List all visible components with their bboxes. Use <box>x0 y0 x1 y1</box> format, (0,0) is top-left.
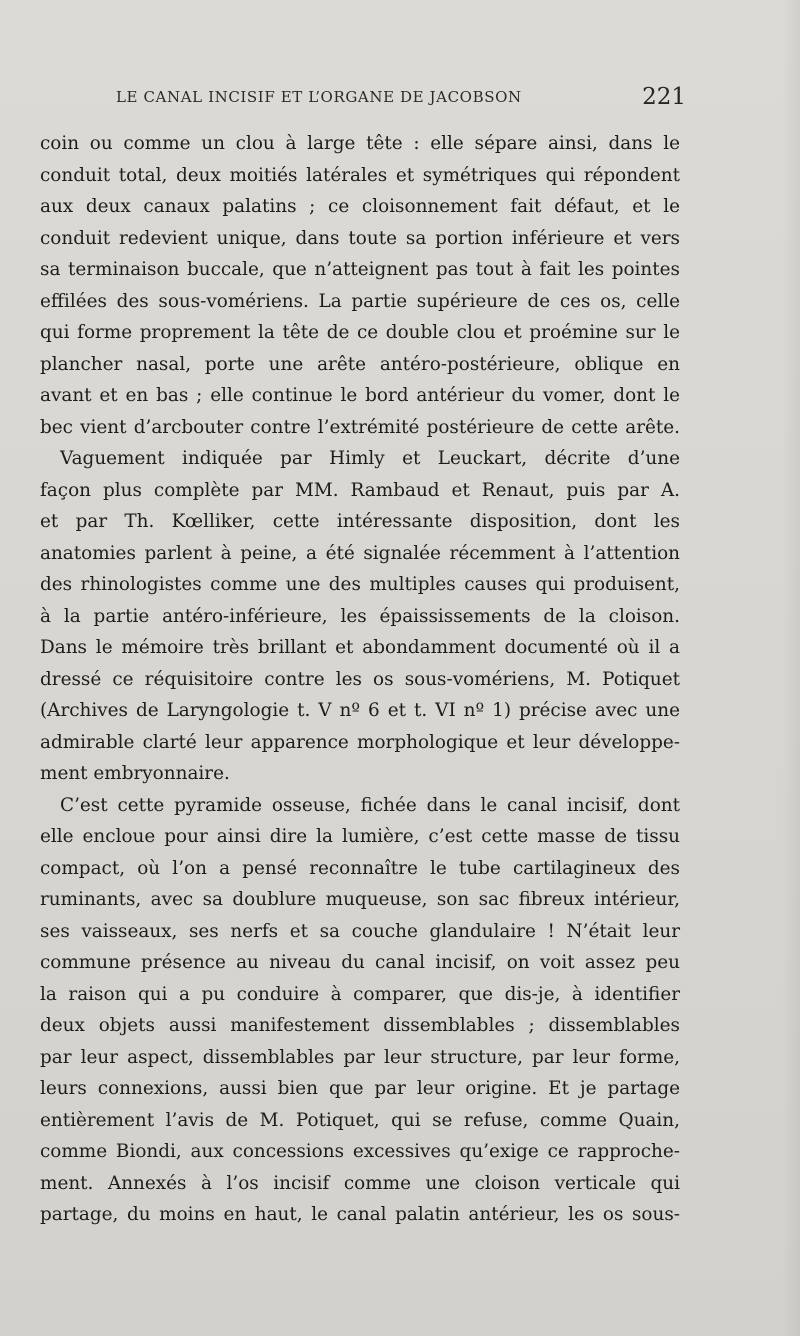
text-line: Vaguement indiquée par Himly et Leuckart, décrite d’une <box>60 448 680 469</box>
text-line: ment embryonnaire. <box>40 763 230 784</box>
text-line: partage, du moins en haut, le canal palatin antérieur, les os sous- <box>40 1204 680 1225</box>
text-line: aux deux canaux palatins ; ce cloisonnement fait défaut, et le <box>40 196 680 217</box>
text-line: coin ou comme un clou à large tête : elle sépare ainsi, dans le <box>40 133 680 154</box>
text-line: façon plus complète par MM. Rambaud et Renaut, puis par A. <box>40 479 680 501</box>
page-edge-shadow <box>782 0 800 1336</box>
text-line: admirable clarté leur apparence morphologique et leur développe- <box>40 731 680 753</box>
text-line: compact, où l’on a pensé reconnaître le tube cartilagineux des <box>40 857 680 879</box>
body-text <box>40 128 680 1231</box>
text-line: avant et en bas ; elle continue le bord antérieur du vomer, dont le <box>40 385 680 406</box>
page-header <box>116 86 686 116</box>
text-line: commune présence au niveau du canal incisif, on voit assez peu <box>40 952 680 973</box>
text-line: entièrement l’avis de M. Potiquet, qui se refuse, comme Quain, <box>40 1109 680 1131</box>
text-line: deux objets aussi manifestement dissemblables ; dissemblables <box>40 1015 680 1036</box>
text-line: ment. Annexés à l’os incisif comme une cloison verticale qui <box>40 1172 680 1194</box>
page-number: 221 <box>642 84 686 110</box>
text-line: ruminants, avec sa doublure muqueuse, son sac fibreux intérieur, <box>40 889 680 910</box>
text-line: effilées des sous-vomériens. La partie supérieure de ces os, celle <box>40 290 680 312</box>
text-line: (Archives de Laryngologie t. V nº 6 et t. VI nº 1) précise avec une <box>40 700 680 721</box>
text-line: qui forme proprement la tête de ce double clou et proémine sur le <box>40 322 680 343</box>
text-line: bec vient d’arcbouter contre l’extrémité postérieure de cette arête. <box>40 416 680 438</box>
text-line: conduit redevient unique, dans toute sa portion inférieure et vers <box>40 227 680 249</box>
text-line: plancher nasal, porte une arête antéro-postérieure, oblique en <box>40 353 680 375</box>
text-line: conduit total, deux moitiés latérales et symétriques qui répondent <box>40 164 680 186</box>
text-line: sa terminaison buccale, que n’atteignent pas tout à fait les pointes <box>40 259 680 280</box>
text-line: la raison qui a pu conduire à comparer, que dis-je, à identifier <box>40 983 680 1005</box>
text-line: et par Th. Kœlliker, cette intéressante disposition, dont les <box>40 511 680 532</box>
running-title: LE CANAL INCISIF ET L’ORGANE DE JACOBSON <box>116 88 522 106</box>
text-line: Dans le mémoire très brillant et abondamment documenté où il a <box>40 637 680 658</box>
text-line: leurs connexions, aussi bien que par leur origine. Et je partage <box>40 1078 680 1099</box>
text-line: anatomies parlent à peine, a été signalée récemment à l’attention <box>40 542 680 564</box>
text-line: dressé ce réquisitoire contre les os sous-vomériens, M. Potiquet <box>40 668 680 690</box>
text-line: par leur aspect, dissemblables par leur structure, par leur forme, <box>40 1046 680 1068</box>
text-line: ses vaisseaux, ses nerfs et sa couche glandulaire ! N’était leur <box>40 920 680 942</box>
text-line: elle encloue pour ainsi dire la lumière, c’est cette masse de tissu <box>40 826 680 847</box>
text-line: des rhinologistes comme une des multiples causes qui produisent, <box>40 574 680 595</box>
text-line: à la partie antéro-inférieure, les épaississements de la cloison. <box>40 605 680 627</box>
text-line: C’est cette pyramide osseuse, fichée dans le canal incisif, dont <box>60 794 680 816</box>
text-line: comme Biondi, aux concessions excessives qu’exige ce rapproche- <box>40 1141 680 1162</box>
